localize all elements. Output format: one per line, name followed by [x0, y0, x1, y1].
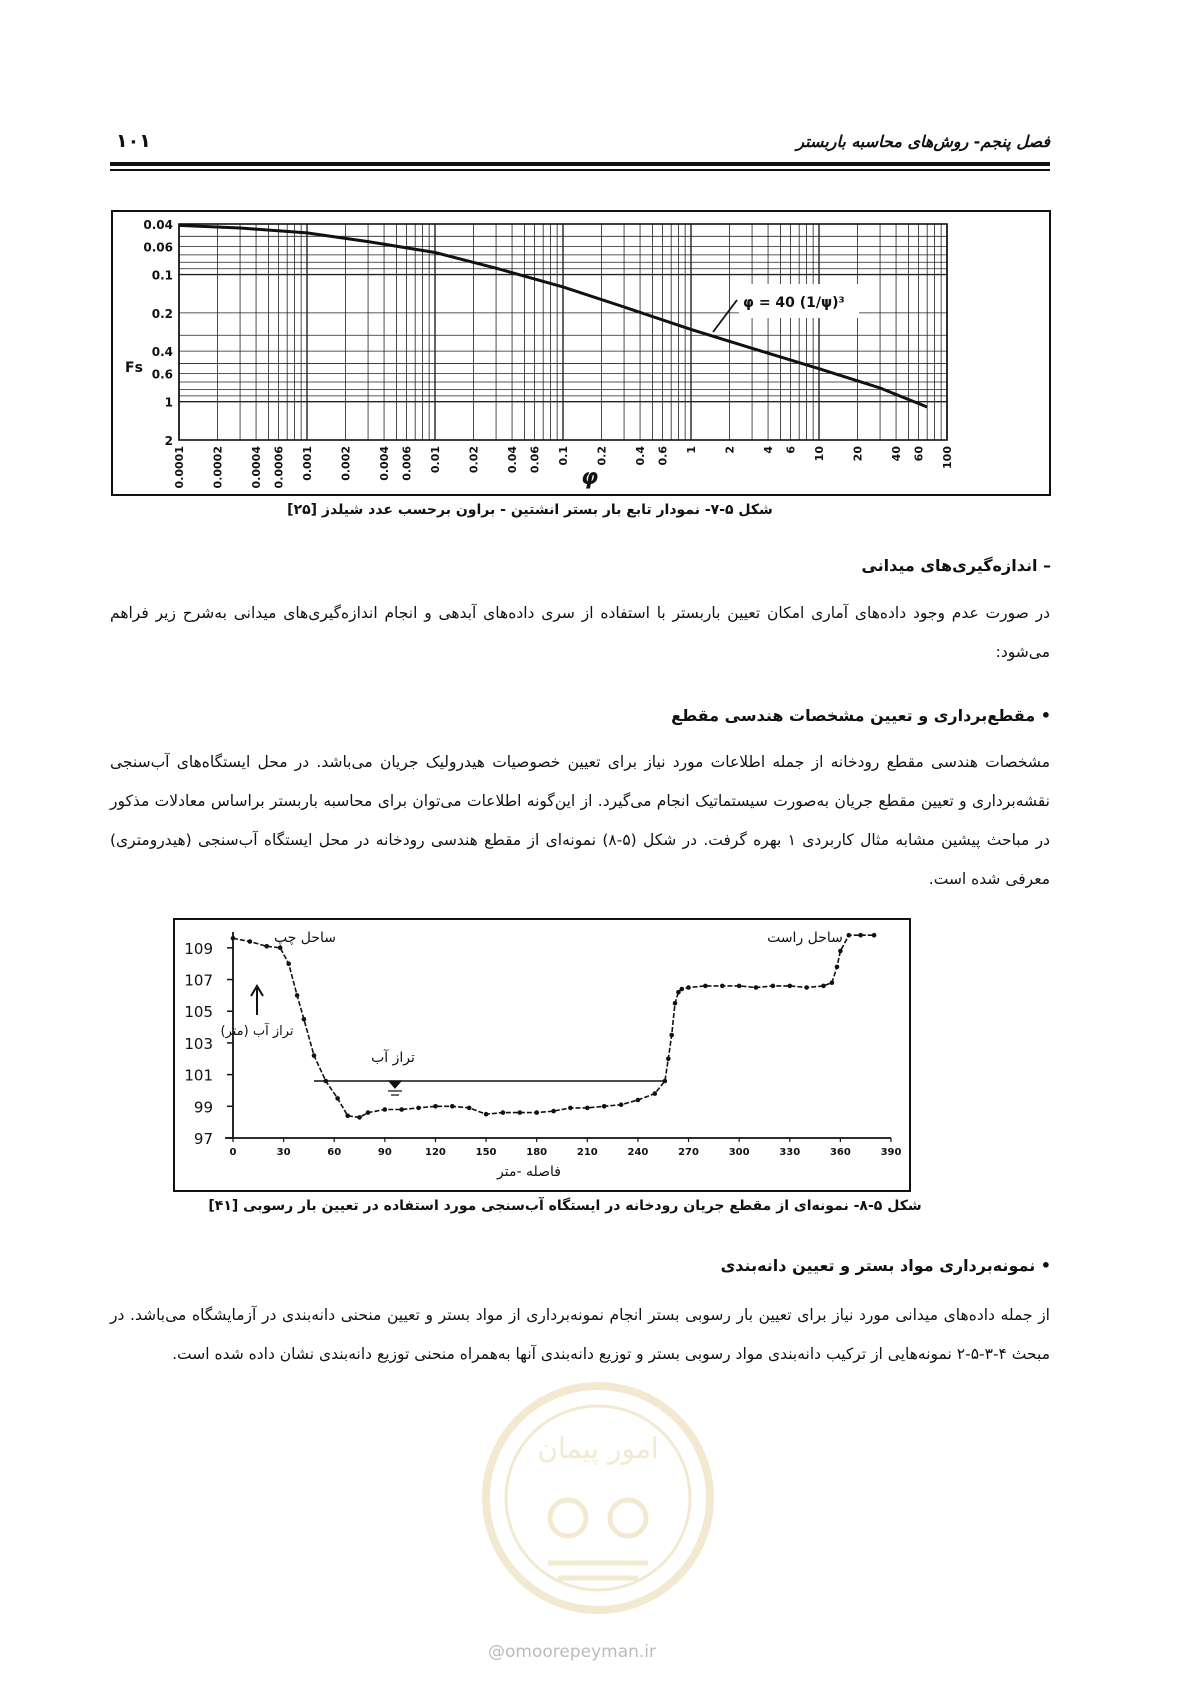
chart2-point — [830, 980, 835, 985]
chart1-x-tick: 0.0002 — [211, 446, 225, 489]
chart2-point — [551, 1109, 556, 1114]
chart2-x-ticks — [230, 1138, 902, 1158]
chart2-point — [653, 1091, 658, 1096]
figure-2-caption: شکل ۵-۸- نمونه‌ای از مقطع جریان رودخانه در ایستگاه آب‌سنجی مورد استفاده در تعیین بار رسوبی [۴۱] — [208, 1198, 922, 1214]
chart1-x-tick: 100 — [941, 446, 954, 469]
chart2-x-tick: 180 — [526, 1147, 548, 1158]
paragraph-1: در صورت عدم وجود داده‌های آماری امکان تعیین باربستر با استفاده از سری داده‌های آبدهی و انجام اندازه‌گیری‌های میدانی به‌شرح زیر فراهم می‌شود: — [110, 604, 1050, 661]
chart2-y-tick: 109 — [184, 939, 213, 958]
chart2-profile-line — [233, 935, 874, 1117]
chart1-x-tick: 0.006 — [400, 446, 414, 481]
chart2-point — [858, 933, 863, 938]
chart2-y-ticks — [184, 940, 233, 1148]
chart2-y-tick: 99 — [193, 1098, 213, 1117]
chart2-point — [366, 1110, 371, 1115]
chart1-y-tick: 0.1 — [151, 268, 173, 283]
chart2-point — [673, 1001, 678, 1006]
figure-1-caption: شکل ۵-۷- نمودار تابع بار بستر انشتین - براون برحسب عدد شیلدز [۲۵] — [287, 502, 773, 518]
chart1-x-tick: 4 — [762, 446, 776, 454]
chart2-point — [534, 1110, 539, 1115]
chart2-point — [467, 1106, 472, 1111]
chart2-point — [357, 1115, 362, 1120]
chart2-y-tick: 97 — [193, 1130, 213, 1148]
page-header — [110, 128, 1050, 168]
chart1-x-ticks — [173, 446, 954, 489]
chart2-point — [450, 1104, 455, 1109]
seal-text: امور پیمان — [537, 1432, 659, 1465]
chart1-annotation — [739, 284, 859, 318]
chart2-point — [312, 1053, 317, 1058]
chart2-x-tick: 0 — [229, 1147, 237, 1158]
chart1-annotation-leader — [713, 300, 737, 332]
section-heading-field-measurements: – اندازه‌گیری‌های میدانی — [861, 556, 1051, 575]
chart2-point — [484, 1112, 489, 1117]
chart2-point — [324, 1079, 329, 1084]
chart2-point — [518, 1110, 523, 1115]
chart2-axes — [225, 932, 891, 1138]
chart1-y-tick: 1 — [164, 395, 173, 410]
chart1-x-tick: 2 — [723, 446, 737, 454]
chart2-point — [838, 949, 843, 954]
chart1-x-tick: 0.1 — [557, 446, 570, 466]
chart1-x-tick: 0.0006 — [272, 446, 286, 489]
chart2-point — [720, 984, 725, 989]
chart1-x-tick: 0.06 — [528, 446, 542, 474]
chart1-y-tick: 2 — [164, 434, 173, 448]
chart2-point — [835, 965, 840, 970]
chart2-y-axis-label: تراز آب (متر) — [220, 1024, 294, 1039]
chart1-x-tick: 0.6 — [656, 446, 670, 466]
einstein-brown-chart — [113, 212, 1048, 493]
paragraph-2: مشخصات هندسی مقطع رودخانه از جمله اطلاعات مورد نیاز برای تعیین خصوصیات هیدرولیک جریان می‌باشد. در محل ایستگاه‌های آب‌سنجی نقشه‌برداری و تعیین مقطع جریان به‌صورت سیستماتیک انجام می‌گیرد. از این‌گونه اطلاعات می‌توان برای محاسبه باربستر براساس معادلات مذکور در مباحث پیشین مشابه مثال کاربردی ۱ بهره گرفت. در شکل (۵-۸) نمونه‌ای از مقطع هندسی رودخانه در محل ایستگاه آب‌سنجی (هیدرومتری) معرفی شده است. — [110, 753, 1050, 888]
chart2-point — [804, 985, 809, 990]
chart1-x-tick: 0.4 — [634, 446, 648, 466]
chart2-x-tick: 30 — [276, 1147, 291, 1158]
chart1-x-tick: 0.01 — [429, 446, 442, 474]
chart2-point — [568, 1106, 573, 1111]
chart2-point — [345, 1114, 350, 1119]
seal-watermark — [478, 1378, 718, 1618]
chart2-left-bank-label: ساحل چپ — [273, 930, 337, 946]
chart2-point — [669, 1033, 674, 1038]
chart2-point — [416, 1106, 421, 1111]
chart1-x-axis-label: φ — [581, 465, 599, 490]
chart2-x-tick: 150 — [475, 1147, 497, 1158]
chart2-point — [771, 984, 776, 989]
paragraph-3: از جمله داده‌های میدانی مورد نیاز برای تعیین بار رسوبی بستر انجام نمونه‌برداری از مواد بستر و تعیین منحنی دانه‌بندی در آزمایشگاه می‌باشد. در مبحث ۴-۳-۵-۲ نمونه‌هایی از ترکیب دانه‌بندی مواد رسوبی بستر و توزیع دانه‌بندی آنها به‌همراه منحنی توزیع دانه‌بندی نشان داده شده است. — [110, 1306, 1050, 1363]
chart2-point — [821, 984, 826, 989]
chart2-point — [501, 1110, 506, 1115]
chart2-point — [433, 1104, 438, 1109]
chart2-point — [663, 1079, 668, 1084]
chart2-x-tick: 330 — [779, 1147, 801, 1158]
chart1-x-tick: 6 — [784, 446, 798, 454]
chart1-y-tick: 0.04 — [143, 218, 173, 232]
chart1-x-tick: 40 — [890, 446, 904, 462]
chart2-point — [680, 987, 685, 992]
chart1-y-tick: 0.06 — [143, 240, 173, 255]
chart1-x-tick: 0.0004 — [250, 446, 264, 489]
chart1-annotation-label: φ = 40 (1/ψ)³ — [743, 295, 845, 311]
chart2-point — [585, 1106, 590, 1111]
chart2-x-tick: 240 — [627, 1147, 649, 1158]
chart1-x-tick: 0.002 — [339, 446, 353, 481]
chart2-point — [248, 939, 253, 944]
chart2-point — [703, 984, 708, 989]
chart2-point — [264, 944, 269, 949]
chart1-x-tick: 0.0001 — [173, 446, 186, 489]
chart2-x-tick: 390 — [880, 1147, 902, 1158]
chart1-x-tick: 0.004 — [378, 446, 392, 481]
chart2-x-tick: 90 — [377, 1147, 392, 1158]
chart2-x-axis-label: فاصله -متر — [497, 1164, 561, 1180]
chart1-y-ticks — [143, 218, 173, 448]
chart2-x-tick: 210 — [576, 1147, 598, 1158]
chart2-y-tick: 101 — [184, 1066, 213, 1085]
header-rule-thin — [110, 169, 1050, 171]
water-surface-icon — [388, 1081, 402, 1095]
up-arrow-icon — [251, 986, 263, 1015]
chart2-point — [847, 933, 852, 938]
figure-1-frame — [111, 210, 1051, 496]
chart2-point — [286, 961, 291, 966]
chart1-x-tick: 20 — [851, 446, 865, 462]
page-number: ۱۰۱ — [116, 130, 151, 152]
chart1-y-tick: 0.2 — [151, 306, 173, 321]
chart2-y-tick: 103 — [184, 1034, 213, 1053]
chart2-point — [788, 984, 793, 989]
header-rule — [110, 162, 1050, 166]
chart2-right-bank-label: ساحل راست — [767, 930, 843, 946]
chart2-water-label: تراز آب — [371, 1050, 415, 1066]
chart1-grid — [179, 224, 947, 440]
river-cross-section-chart — [175, 920, 908, 1189]
chart2-x-tick: 360 — [829, 1147, 851, 1158]
chart2-point — [636, 1098, 641, 1103]
chart2-point — [383, 1107, 388, 1112]
chart2-point — [278, 946, 283, 951]
site-watermark: @omoorepeyman.ir — [488, 1642, 657, 1662]
chart2-x-tick: 300 — [728, 1147, 750, 1158]
chart2-point — [619, 1102, 624, 1107]
chart2-point — [754, 985, 759, 990]
chart2-point — [737, 984, 742, 989]
chart2-point — [872, 933, 877, 938]
chart2-point — [302, 1017, 307, 1022]
chart2-points — [231, 933, 877, 1120]
chart2-y-tick: 107 — [184, 971, 213, 990]
chart1-x-tick: 0.001 — [301, 446, 314, 481]
chart1-x-tick: 1 — [685, 446, 698, 454]
chart2-x-tick: 60 — [327, 1147, 342, 1158]
chart1-x-tick: 60 — [912, 446, 926, 462]
chart2-x-tick: 120 — [425, 1147, 446, 1158]
chart1-x-tick: 0.2 — [595, 446, 609, 466]
chart2-y-tick: 105 — [184, 1003, 213, 1022]
chart2-point — [666, 1057, 671, 1062]
chart1-x-tick: 0.04 — [506, 446, 520, 474]
figure-2-frame — [173, 918, 911, 1192]
section-heading-cross-section: • مقطع‌برداری و تعیین مشخصات هندسی مقطع — [671, 706, 1051, 725]
chart1-x-tick: 10 — [813, 446, 826, 462]
chart1-y-axis-label: Fs — [125, 360, 143, 376]
chapter-title: فصل پنجم- روش‌های محاسبه باربستر — [796, 132, 1050, 151]
chart2-point — [686, 985, 691, 990]
chart1-y-tick: 0.6 — [151, 367, 173, 382]
chart2-x-tick: 270 — [678, 1147, 699, 1158]
chart1-x-tick: 0.02 — [467, 446, 481, 474]
chart2-point — [335, 1096, 340, 1101]
chart2-point — [295, 993, 300, 998]
chart2-point — [399, 1107, 404, 1112]
chart2-point — [231, 936, 236, 941]
chart2-point — [676, 990, 681, 995]
chart1-y-tick: 0.4 — [151, 345, 173, 360]
chart2-point — [602, 1104, 607, 1109]
section-heading-bed-sampling: • نمونه‌برداری مواد بستر و تعیین دانه‌بندی — [720, 1256, 1051, 1275]
